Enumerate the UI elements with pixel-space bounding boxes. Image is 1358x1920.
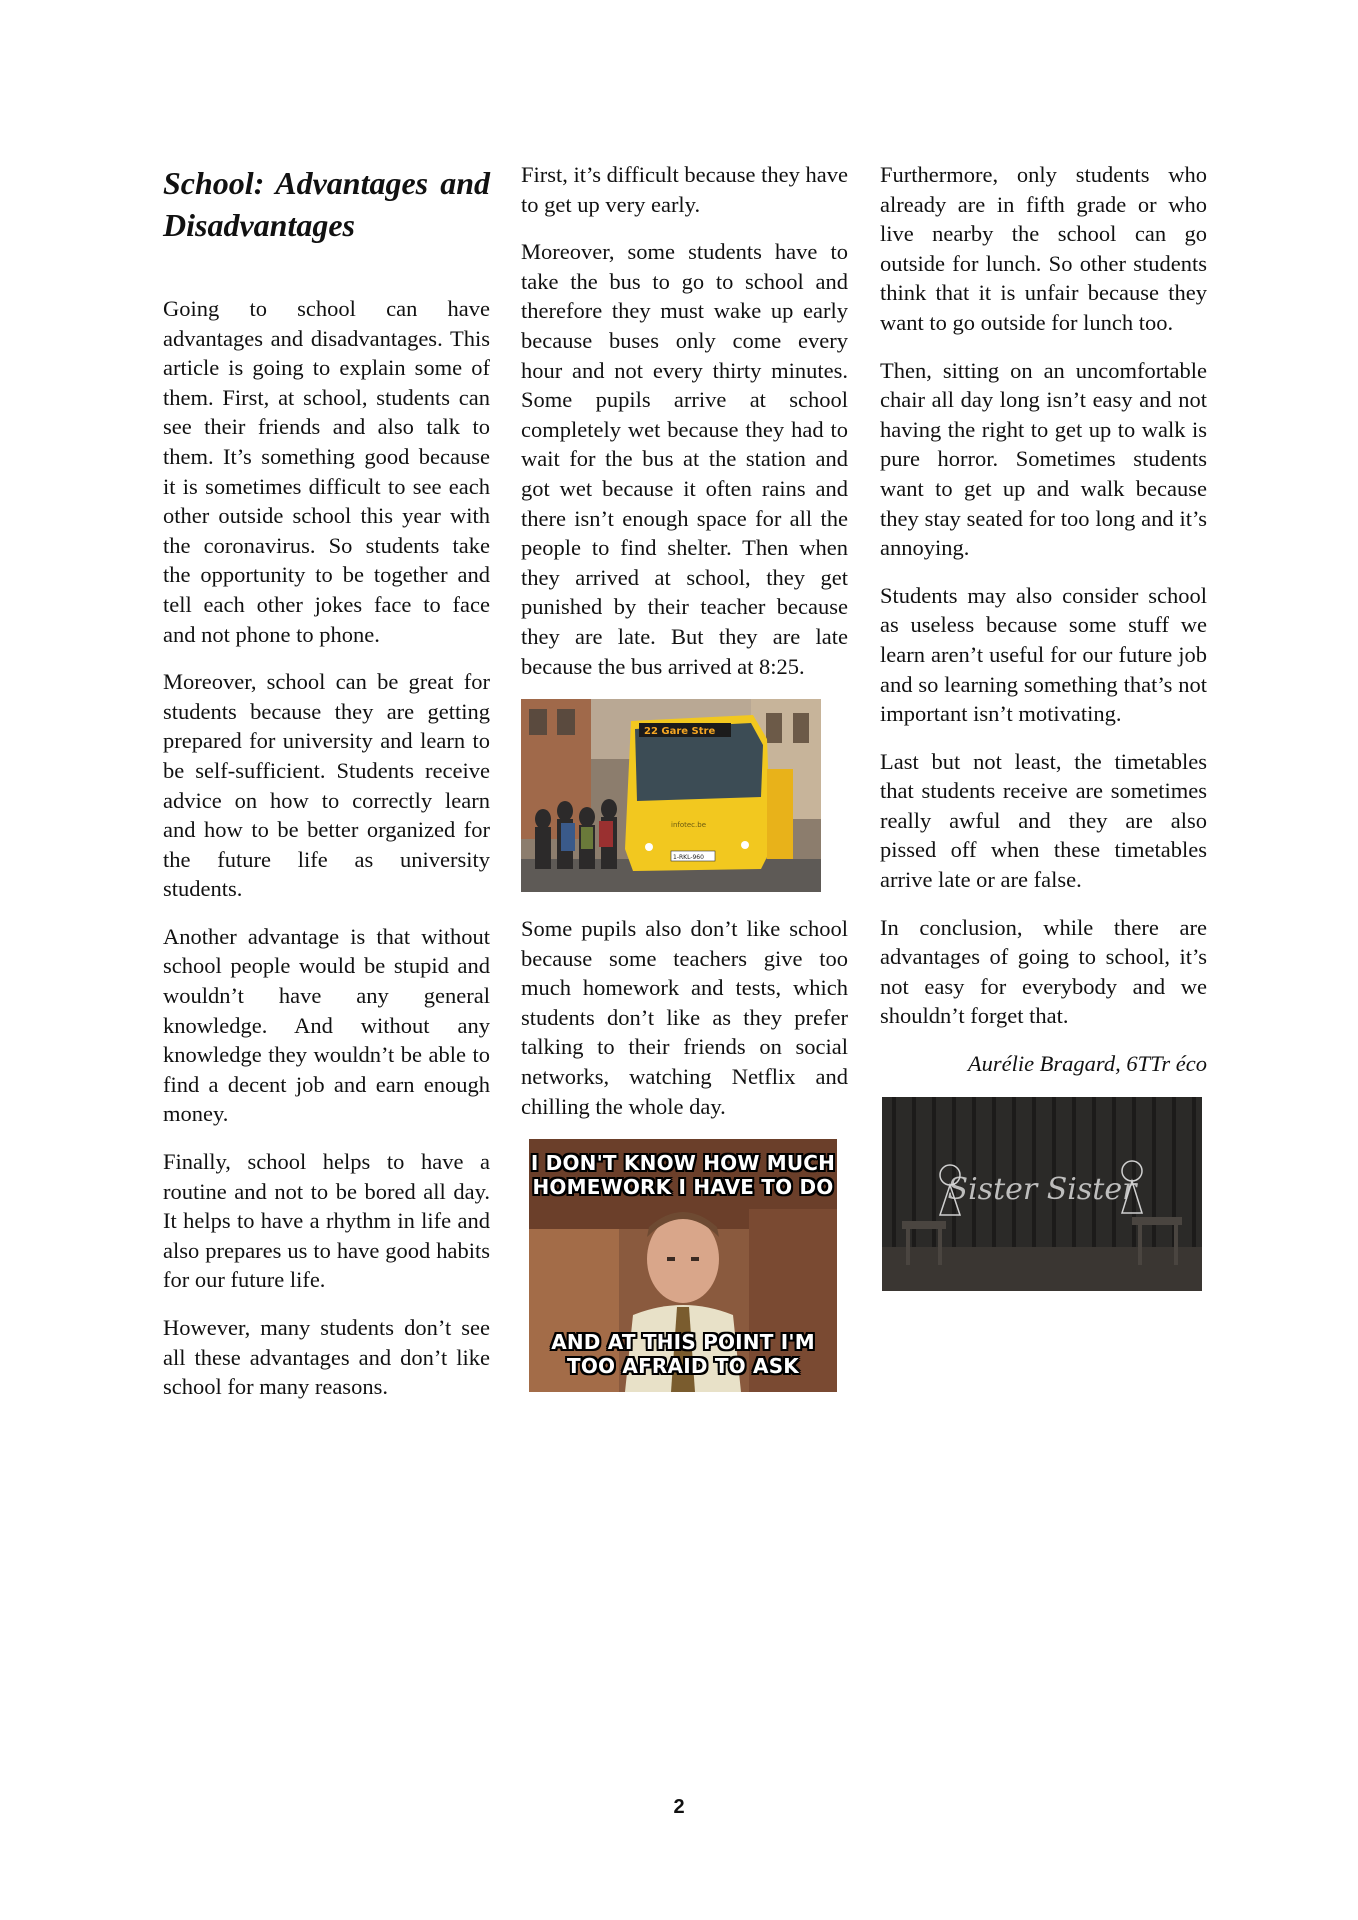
- article-column-1: [163, 160, 490, 1420]
- meme-bottom-caption: AND AT THIS POINT I'M TOO AFRAID TO ASK: [551, 1330, 815, 1379]
- bus-photo: [521, 699, 821, 892]
- article-author: Aurélie Bragard, 6TTr éco: [967, 1051, 1207, 1077]
- article-title: School: Advantages and Disadvantages: [163, 165, 490, 243]
- article-paragraph: Moreover, school can be great for students because they are getting prepared for university and learn to be self-sufficient. Students receive advice on how to correctly learn and how to be better organized for the future life as university students.: [163, 669, 490, 902]
- article-paragraph: Finally, school helps to have a routine and not to be bored all day. It helps to have a rhythm in life and also prepares us to have good habits for our future life.: [163, 1149, 490, 1293]
- article-paragraph: However, many students don’t see all these advantages and don’t like school for many reasons.: [163, 1315, 490, 1400]
- article-paragraph: Moreover, some students have to take the bus to go to school and therefore they must wake up early because buses only come every hour and not every thirty minutes. Some pupils arrive at school completely wet because they had to wait for the bus at the station and got wet because it often rains and there isn’t enough space for all the people to find shelter. Then when they arrived at school, they get punished by their teacher because they are late. But they are late because the bus arrived at 8:25.: [521, 239, 848, 679]
- meme-top-caption: I DON'T KNOW HOW MUCH HOMEWORK I HAVE TO DO: [530, 1151, 836, 1200]
- meme-image: [529, 1139, 837, 1392]
- bus-illustration: [521, 699, 821, 892]
- cafe-logo-text: Sister Sister: [947, 1171, 1137, 1207]
- article-paragraph: First, it’s difficult because they have to get up very early.: [521, 162, 849, 217]
- page-number: 2: [673, 1796, 685, 1818]
- bus-destination-sign: 22 Gare Stre: [644, 726, 716, 738]
- article-paragraph: Students may also consider school as useless because some stuff we learn aren’t useful for our future job and so learning something that’s not important isn’t motivating.: [880, 582, 1207, 727]
- cafe-logo-image: [882, 1097, 1202, 1291]
- bus-plate: 1-RKL-960: [673, 854, 704, 862]
- article-paragraph: Another advantage is that without school people would be stupid and wouldn’t have any general knowledge. And without any knowledge they wouldn’t be able to find a decent job and earn enough money.: [163, 923, 490, 1127]
- article-column-2: [521, 160, 848, 1392]
- article-paragraph: Then, sitting on an uncomfortable chair all day long isn’t easy and not having the right to get up to walk is pure horror. Sometimes students want to get up and walk because they stay seated for too long and it’s annoying.: [880, 357, 1207, 561]
- article-paragraph: Some pupils also don’t like school because some teachers give too much homework and tests, which students don’t like as they prefer talking to their friends on social networks, watching Netflix and chilling the whole day.: [521, 916, 848, 1119]
- article-paragraph: Last but not least, the timetables that students receive are sometimes really awful and they are also pissed off when these timetables arrive late or are false.: [880, 748, 1207, 893]
- article-paragraph: In conclusion, while there are advantages of going to school, it’s not easy for everybody and we shouldn’t forget that.: [880, 914, 1207, 1029]
- article-column-3: [880, 160, 1207, 1291]
- article-paragraph: Furthermore, only students who already are in fifth grade or who live nearby the school can go outside for lunch. So other students think that it is unfair because they want to go outside for lunch too.: [880, 162, 1207, 335]
- article-paragraph: Going to school can have advantages and disadvantages. This article is going to explain some of them. First, at school, students can see their friends and also talk to them. It’s something good because it is sometimes difficult to see each other outside school this year with the coronavirus. So students take the opportunity to be together and tell each other jokes face to face and not phone to phone.: [163, 296, 490, 647]
- bus-side-text: infotec.be: [671, 821, 707, 830]
